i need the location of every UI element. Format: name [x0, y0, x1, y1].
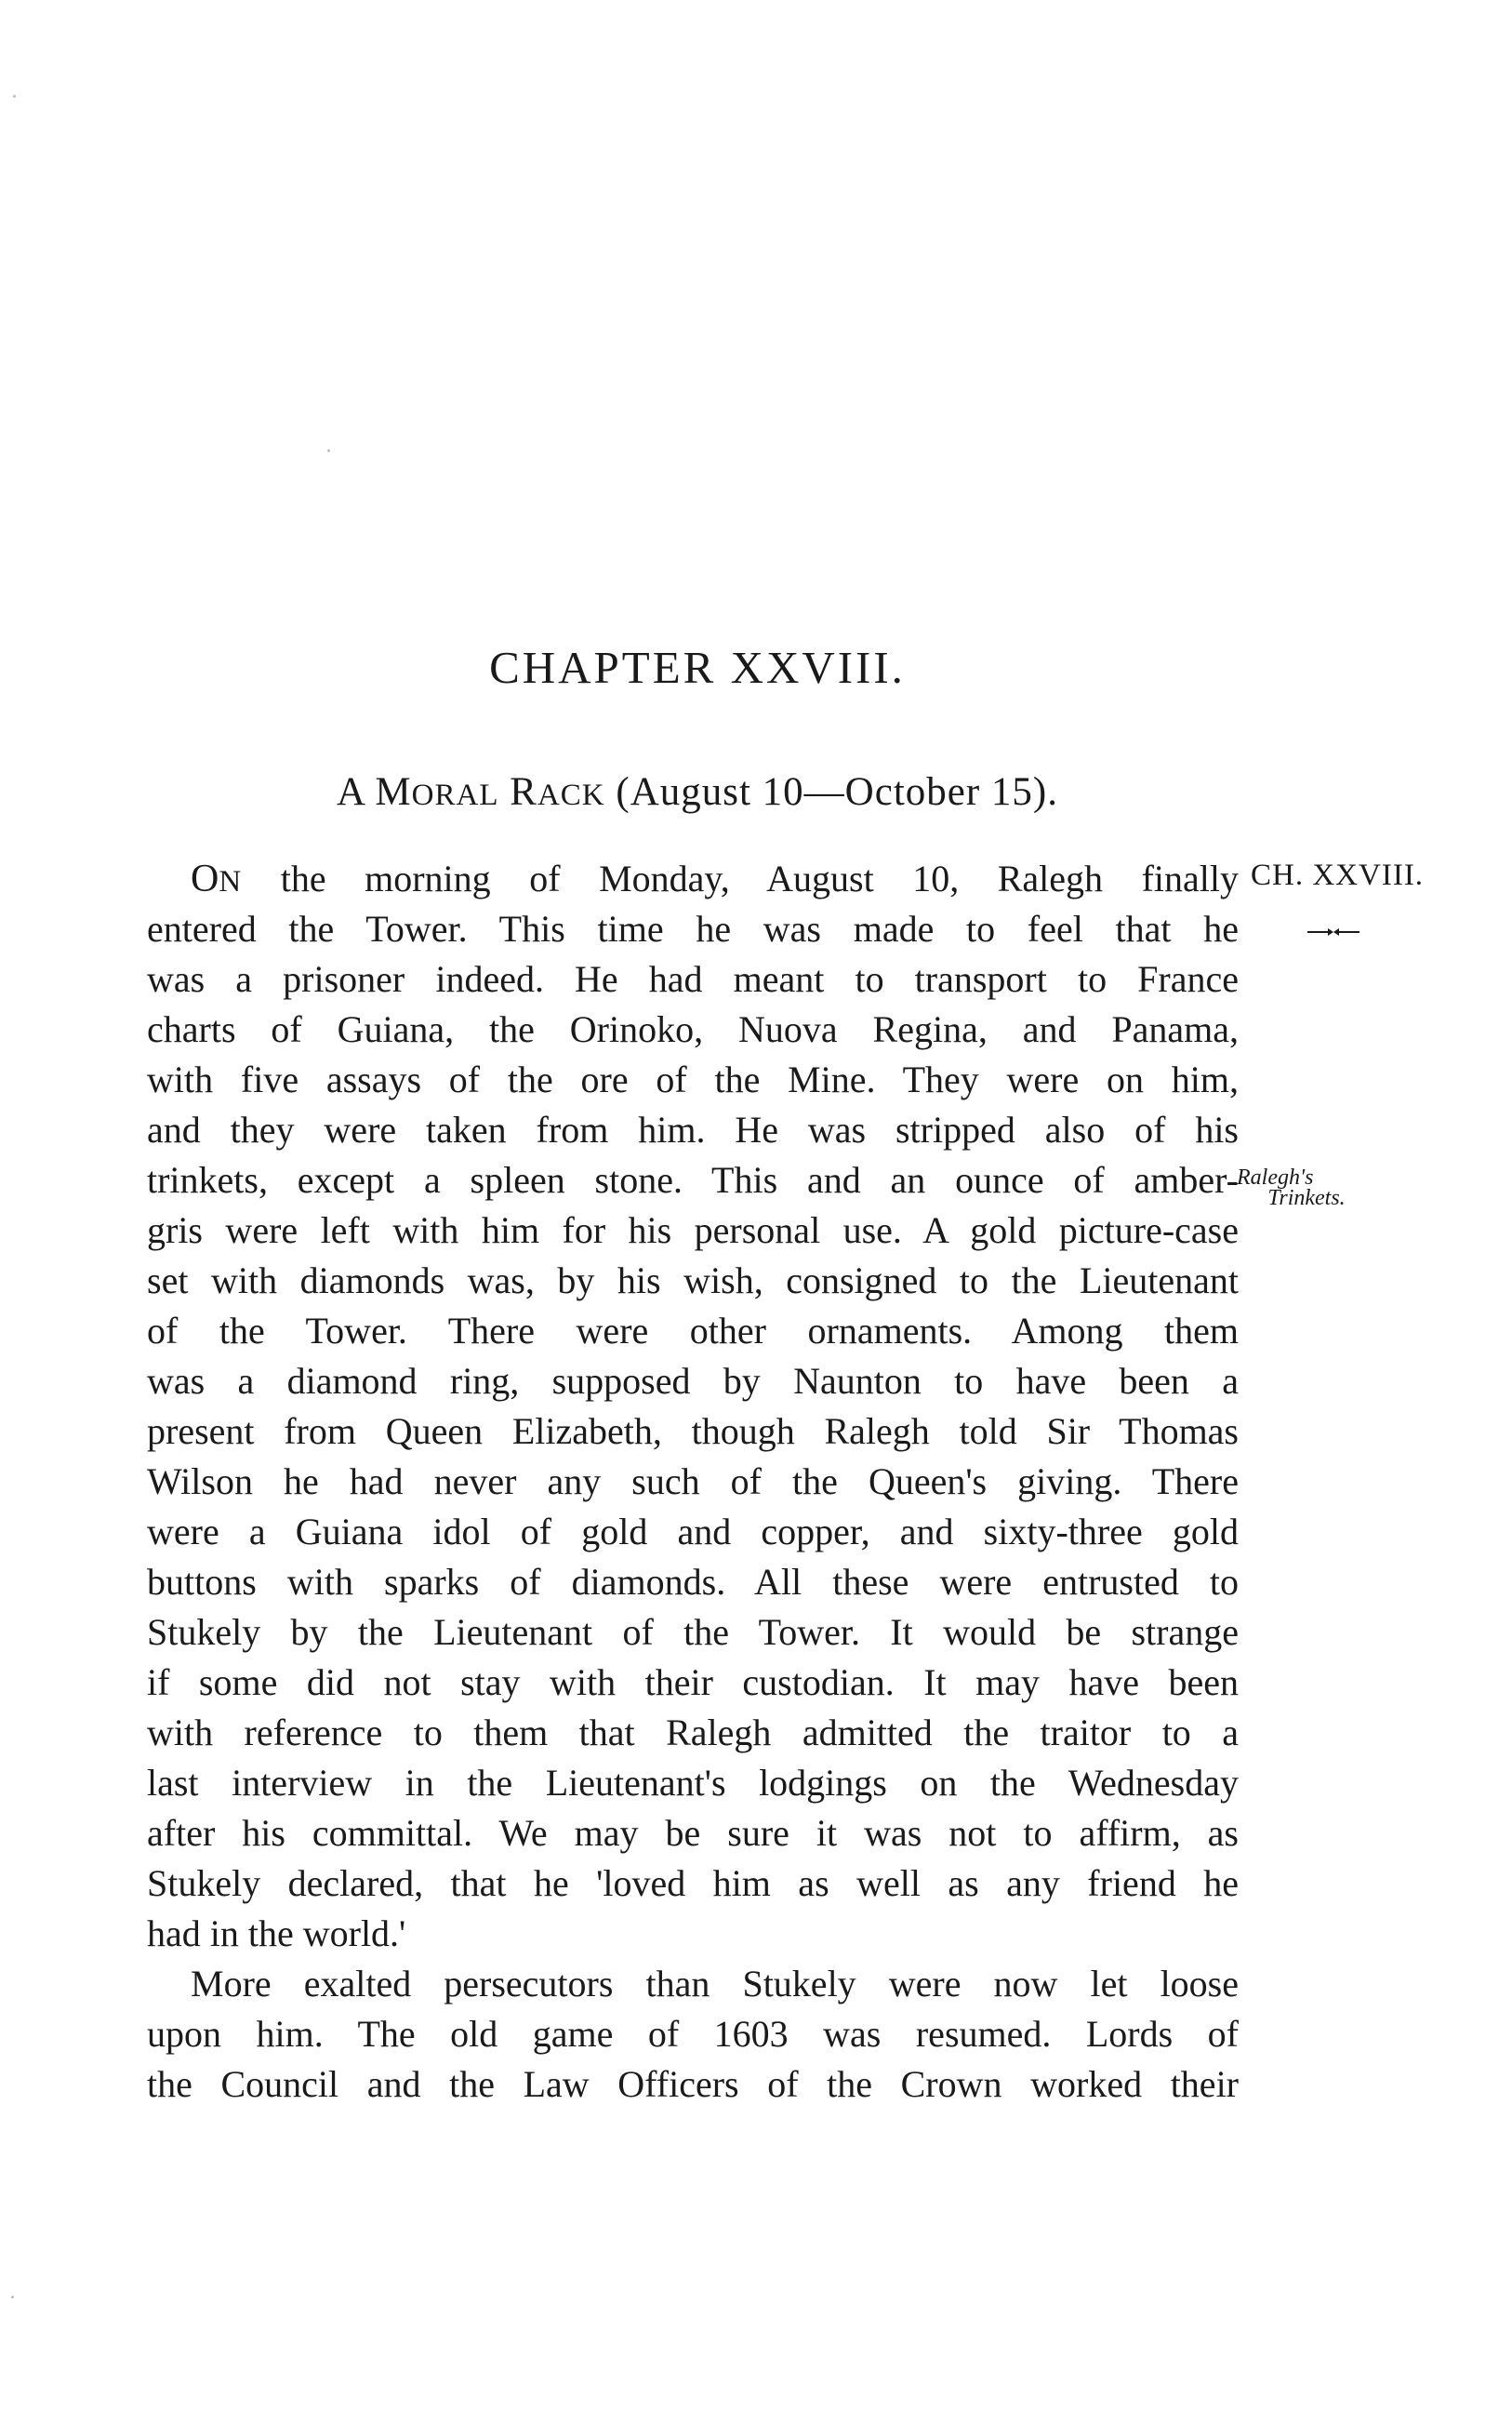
body-line-22: had in the world.': [147, 1912, 406, 1954]
subtitle-article: A: [336, 770, 365, 814]
body-line-25: the Council and the Law Officers of the Crown worked their: [147, 2063, 1239, 2105]
body-line-17: if some did not stay with their custodian. It may have been: [147, 1661, 1239, 1703]
body-line-3: was a prisoner indeed. He had meant to transport to France: [147, 958, 1239, 1000]
body-line-1: [191, 856, 1239, 906]
first-word-cap: O: [191, 858, 219, 900]
chapter-title: CHAPTER XXVIII.: [489, 642, 906, 693]
body-line-14: were a Guiana idol of gold and copper, and sixty-three gold: [147, 1511, 1239, 1552]
margin-chapter-ref: CH. XXVIII.: [1251, 859, 1425, 892]
body-line-21: Stukely declared, that he 'loved him as well as any friend he: [147, 1862, 1239, 1904]
body-line-19: last interview in the Lieutenant's lodgings on the Wednesday: [147, 1762, 1239, 1804]
body-line-11: was a diamond ring, supposed by Naunton to have been a: [147, 1360, 1239, 1402]
body-line-2: entered the Tower. This time he was made to feel that he: [147, 908, 1239, 950]
subtitle-moral-rest: ORAL: [411, 779, 499, 812]
body-line-8: gris were left with him for his personal use. A gold picture-case: [147, 1209, 1239, 1251]
scan-speck: [13, 95, 16, 98]
body-line-text: the morning of Monday, August 10, Ralegh finally: [242, 858, 1239, 899]
body-line-20: after his committal. We may be sure it was not to affirm, as: [147, 1812, 1239, 1854]
subtitle-rack-rest: ACK: [537, 779, 605, 812]
body-line-6: and they were taken from him. He was stripped also of his: [147, 1109, 1239, 1151]
body-line-12: present from Queen Elizabeth, though Ralegh told Sir Thomas: [147, 1410, 1239, 1452]
body-line-18: with reference to them that Ralegh admitted the traitor to a: [147, 1712, 1239, 1753]
body-line-16: Stukely by the Lieutenant of the Tower. It would be strange: [147, 1611, 1239, 1653]
first-word-rest: N: [219, 865, 243, 899]
body-line-13: Wilson he had never any such of the Queen's giving. There: [147, 1460, 1239, 1502]
ornament-divider-icon: [1306, 926, 1361, 938]
body-line-23: More exalted persecutors than Stukely were now let loose: [191, 1963, 1239, 2005]
sidenote-trinkets: Trinkets.: [1267, 1186, 1346, 1210]
scan-speck: [11, 2296, 14, 2298]
subtitle-dates: (August 10—October 15).: [616, 770, 1058, 814]
body-line-5: with five assays of the ore of the Mine. They were on him,: [147, 1059, 1239, 1100]
chapter-subtitle: [0, 767, 1395, 820]
first-word: [191, 858, 242, 899]
body-line-9: set with diamonds was, by his wish, consigned to the Lieutenant: [147, 1259, 1239, 1301]
subtitle-rack-cap: R: [510, 770, 537, 814]
body-line-10: of the Tower. There were other ornaments. Among them: [147, 1310, 1239, 1352]
body-line-15: buttons with sparks of diamonds. All these were entrusted to: [147, 1561, 1239, 1603]
subtitle-moral-cap: M: [375, 770, 412, 814]
scan-speck: [327, 449, 330, 452]
sidenote-raleghs: Ralegh's: [1237, 1166, 1314, 1190]
body-line-4: charts of Guiana, the Orinoko, Nuova Regina, and Panama,: [147, 1008, 1239, 1050]
body-line-7: trinkets, except a spleen stone. This and an ounce of amber-: [147, 1159, 1239, 1201]
body-line-24: upon him. The old game of 1603 was resumed. Lords of: [147, 2013, 1239, 2055]
